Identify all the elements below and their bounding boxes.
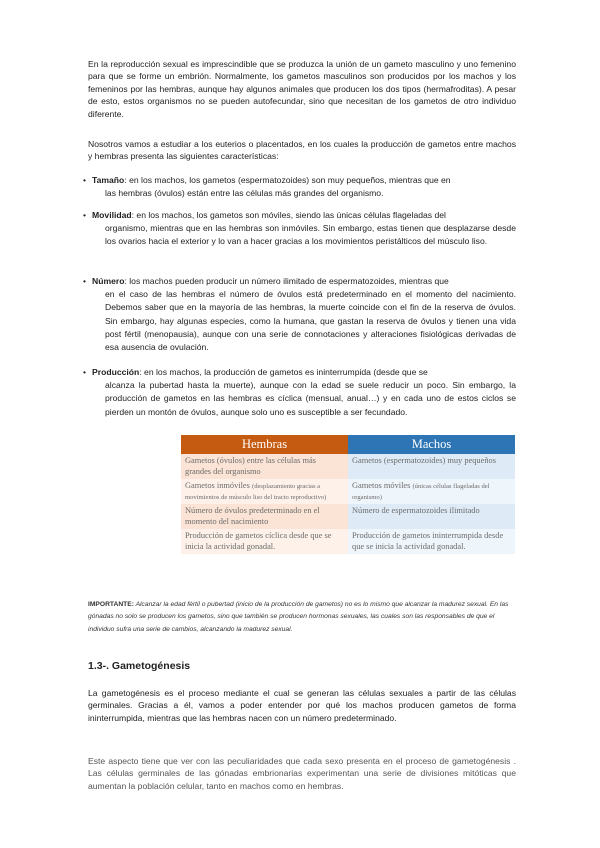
important-label: IMPORTANTE: (88, 601, 134, 608)
cell-hembras (181, 529, 348, 554)
bullet-heading: Producción (92, 367, 140, 377)
cell-text: Producción de gametos ininterrumpida desde que se inicia la actividad gonadal. (352, 531, 504, 551)
bullet-numero (83, 275, 516, 354)
bullet-dot: • (83, 175, 87, 185)
cell-machos (348, 529, 515, 554)
table-header-row (181, 435, 515, 454)
bullet-continuation: alcanza la pubertad hasta la muerte), aunque con la edad se suele reducir un poco. Sin embargo, la producción de gametos en las hembras es cíclica (mensual, anual…) y en cada uno de estos ciclos se pierden un montón de óvulos, aunque solo uno es susceptible a ser fecundado. (105, 380, 516, 417)
bullet-dot: • (83, 367, 87, 377)
section-heading: 1.3-. Gametogénesis (88, 660, 191, 672)
bullet-continuation: en el caso de las hembras el número de óvulos está predeterminado en el momento del nacimiento. Debemos saber que en la mayoría de las hembras, la muerte coincide con el fin de la reserva de óvulos. Sin embargo, hay algunas especies, como la humana, que gastan la reserva de óvulos y tienen una vida post fértil (menopausia), aunque con una serie de connotaciones y alteraciones fisiológicas derivadas de esa ausencia de ovulación. (105, 289, 516, 353)
cell-hembras (181, 454, 348, 479)
bullet-heading: Número (92, 276, 125, 286)
comparison-table (181, 435, 515, 554)
bullet-heading: Tamaño (92, 175, 125, 185)
cell-text: Gametos móviles (352, 481, 413, 490)
bullet-first-line: : en los machos, la producción de gametos es ininterrumpida (desde que se (139, 367, 428, 377)
important-note (88, 599, 516, 636)
bullet-dot: • (83, 210, 87, 220)
cell-text: Número de óvulos predeterminado en el momento del nacimiento (185, 506, 320, 526)
cell-hembras (181, 479, 348, 504)
gametogenesis-paragraph-2: Este aspecto tiene que ver con las peculiaridades que cada sexo presenta en el proceso de gametogénesis . Las células germinales de las gónadas embrionarias experimentan una serie de divisiones mitóticas que aumentan la población celular, tanto en machos como en hembras. (88, 756, 516, 791)
cell-note: (únicas células flageladas del organismo) (352, 483, 490, 501)
gametogenesis-paragraph-1: La gametogénesis es el proceso mediante el cual se generan las células sexuales a partir de las células germinales. Gracias a él, vamos a poder entender por qué los machos producen gametos de forma ininterrumpida, mientras que las hembras nacen con un número predeterminado. (88, 688, 516, 723)
bullet-dot: • (83, 276, 87, 286)
cell-text: Gametos (óvulos) entre las células más grandes del organismo (185, 456, 316, 476)
cell-hembras (181, 504, 348, 529)
bullet-continuation: las hembras (óvulos) están entre las células más grandes del organismo. (105, 188, 384, 199)
bullet-produccion (83, 366, 516, 419)
cell-note: (desplazamiento gracias a movimientos de músculo liso del tracto reproductivo) (185, 483, 327, 501)
header-hembras: Hembras (181, 435, 348, 454)
important-text: Alcanzar la edad fértil o pubertad (inicio de la producción de gametos) no es lo mismo que alcanzar la madurez sexual. En las gónadas no solo se producen los gametos, sino que también se producen hormonas sexuales, las cuales son las responsables de que el individuo sufra una serie de cambios, alcanzando la madurez sexual. (88, 601, 509, 633)
table-row (181, 529, 515, 554)
bullet-continuation: organismo, mientras que en las hembras son inmóviles. Sin embargo, estas tienen que desplazarse desde los ovarios hacia el exterior y lo van a hacer gracias a los movimientos peristálticos del músculo liso. (105, 223, 516, 247)
bullet-first-line: : en los machos, los gametos (espermatozoides) son muy pequeños, mientras que en (124, 175, 451, 185)
cell-machos (348, 504, 515, 529)
cell-machos (348, 454, 515, 479)
cell-text: Gametos inmóviles (185, 481, 252, 490)
bullet-heading: Movilidad (92, 210, 132, 220)
table-row (181, 504, 515, 529)
cell-text: Número de espermatozoides ilimitado (352, 506, 480, 515)
intro-paragraph: En la reproducción sexual es imprescindible que se produzca la unión de un gameto masculino y uno femenino para que se forme un embrión. Normalmente, los gametos masculinos son producidos por los machos y los femeninos por las hembras, aunque hay algunos animales que producen los dos tipos (hermafroditas). A pesar de esto, estos organismos no se pueden autofecundar, sino que necesitan de los gametos de otro individuo diferente. (88, 59, 516, 119)
header-machos: Machos (348, 435, 515, 454)
bullet-first-line: : en los machos, los gametos son móviles, siendo las únicas células flageladas del (131, 210, 446, 220)
bullet-first-line: : los machos pueden producir un número ilimitado de espermatozoides, mientras que (124, 276, 449, 286)
cell-text: Gametos (espermatozoides) muy pequeños (352, 456, 496, 465)
table-row (181, 454, 515, 479)
bullet-tamano (83, 174, 516, 200)
cell-text: Producción de gametos cíclica desde que se inicia la actividad gonadal. (185, 531, 332, 551)
table-row (181, 479, 515, 504)
study-paragraph: Nosotros vamos a estudiar a los euterios o placentados, en los cuales la producción de gametos entre machos y hembras presenta las siguientes características: (88, 139, 516, 162)
cell-machos (348, 479, 515, 504)
bullet-movilidad (83, 209, 516, 249)
